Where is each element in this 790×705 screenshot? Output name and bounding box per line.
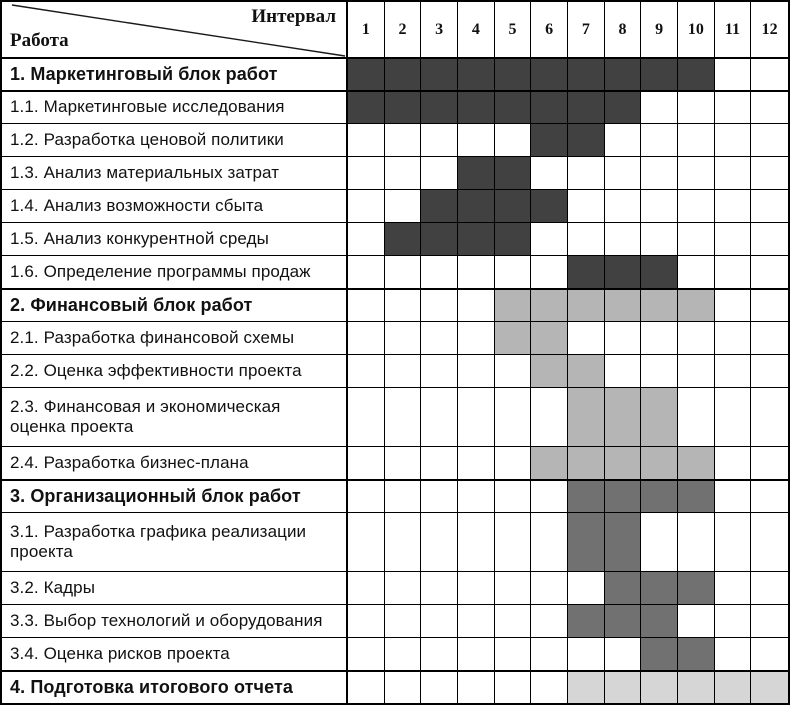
gantt-cell [605, 256, 642, 288]
gantt-cell [641, 190, 678, 222]
gantt-cell [678, 447, 715, 479]
row-label: 2.2. Оценка эффективности проекта [2, 355, 348, 387]
gantt-cell [348, 605, 385, 637]
row-label: 1.3. Анализ материальных затрат [2, 157, 348, 189]
gantt-cell [421, 124, 458, 156]
gantt-cell [715, 513, 752, 571]
gantt-cell [531, 223, 568, 255]
gantt-cell [751, 388, 788, 446]
table-row [2, 571, 788, 604]
work-axis-label: Работа [10, 30, 69, 51]
gantt-cell [421, 322, 458, 354]
gantt-cell [751, 223, 788, 255]
gantt-cell [605, 513, 642, 571]
gantt-cell [715, 388, 752, 446]
gantt-cell [495, 59, 532, 90]
gantt-cell [421, 59, 458, 90]
gantt-cell [421, 92, 458, 123]
gantt-cell [385, 447, 422, 479]
gantt-cell [495, 190, 532, 222]
row-label: 3. Организационный блок работ [2, 481, 348, 512]
gantt-cell [348, 355, 385, 387]
gantt-cell [531, 124, 568, 156]
gantt-cell [348, 447, 385, 479]
gantt-cell [385, 388, 422, 446]
gantt-cell [458, 355, 495, 387]
gantt-cell [458, 447, 495, 479]
gantt-cell [715, 447, 752, 479]
gantt-cell [458, 124, 495, 156]
row-label: 3.2. Кадры [2, 572, 348, 604]
gantt-cell [385, 124, 422, 156]
gantt-cell [568, 322, 605, 354]
gantt-cell [385, 513, 422, 571]
gantt-cell [568, 605, 605, 637]
row-label: 4. Подготовка итогового отчета [2, 672, 348, 703]
table-row [2, 446, 788, 479]
row-label: 1.2. Разработка ценовой политики [2, 124, 348, 156]
gantt-cell [495, 157, 532, 189]
gantt-cell [751, 256, 788, 288]
gantt-cell [641, 605, 678, 637]
gantt-cell [751, 638, 788, 670]
interval-header-10: 10 [678, 2, 715, 57]
gantt-cell [715, 672, 752, 703]
gantt-cell [605, 672, 642, 703]
gantt-cell [531, 672, 568, 703]
gantt-cell [568, 481, 605, 512]
gantt-cell [385, 322, 422, 354]
header-row [2, 2, 788, 57]
gantt-cell [751, 92, 788, 123]
gantt-cell [568, 638, 605, 670]
gantt-cell [568, 59, 605, 90]
gantt-cell [641, 256, 678, 288]
gantt-cell [531, 638, 568, 670]
gantt-cell [421, 572, 458, 604]
gantt-cell [605, 481, 642, 512]
gantt-cell [495, 256, 532, 288]
gantt-cell [568, 355, 605, 387]
interval-header-7: 7 [568, 2, 605, 57]
row-label: 2.1. Разработка финансовой схемы [2, 322, 348, 354]
gantt-cell [678, 513, 715, 571]
gantt-cell [751, 190, 788, 222]
gantt-cell [715, 124, 752, 156]
gantt-cell [348, 388, 385, 446]
gantt-cell [751, 447, 788, 479]
interval-header-9: 9 [641, 2, 678, 57]
gantt-cell [421, 223, 458, 255]
gantt-cell [568, 513, 605, 571]
gantt-cell [641, 513, 678, 571]
gantt-cell [385, 481, 422, 512]
gantt-cell [458, 513, 495, 571]
gantt-cell [605, 92, 642, 123]
interval-header-4: 4 [458, 2, 495, 57]
gantt-cell [495, 92, 532, 123]
row-label: 3.3. Выбор технологий и оборудования [2, 605, 348, 637]
gantt-cell [495, 513, 532, 571]
gantt-cell [385, 290, 422, 321]
table-row [2, 189, 788, 222]
gantt-cell [641, 92, 678, 123]
gantt-cell [678, 388, 715, 446]
row-label: 1.1. Маркетинговые исследования [2, 92, 348, 123]
gantt-cell [385, 190, 422, 222]
gantt-cell [605, 605, 642, 637]
gantt-cell [495, 605, 532, 637]
table-row [2, 512, 788, 571]
gantt-cell [421, 388, 458, 446]
gantt-cell [751, 59, 788, 90]
row-label: 1. Маркетинговый блок работ [2, 59, 348, 90]
gantt-cell [751, 322, 788, 354]
gantt-cell [458, 481, 495, 512]
gantt-cell [458, 672, 495, 703]
table-row [2, 288, 788, 321]
gantt-cell [531, 92, 568, 123]
gantt-cell [531, 513, 568, 571]
gantt-cell [641, 322, 678, 354]
gantt-cell [568, 92, 605, 123]
gantt-cell [348, 190, 385, 222]
gantt-cell [715, 355, 752, 387]
gantt-cell [568, 572, 605, 604]
gantt-cell [751, 355, 788, 387]
gantt-cell [458, 322, 495, 354]
gantt-cell [495, 481, 532, 512]
gantt-cell [531, 59, 568, 90]
gantt-cell [678, 355, 715, 387]
gantt-cell [458, 92, 495, 123]
gantt-cell [348, 92, 385, 123]
gantt-cell [751, 481, 788, 512]
gantt-cell [715, 638, 752, 670]
gantt-cell [348, 223, 385, 255]
gantt-cell [568, 190, 605, 222]
gantt-cell [348, 124, 385, 156]
gantt-cell [495, 672, 532, 703]
gantt-cell [678, 190, 715, 222]
table-row [2, 604, 788, 637]
gantt-cell [678, 481, 715, 512]
table-row [2, 479, 788, 512]
gantt-cell [495, 223, 532, 255]
gantt-cell [531, 572, 568, 604]
gantt-cell [421, 481, 458, 512]
gantt-cell [531, 190, 568, 222]
table-row [2, 123, 788, 156]
gantt-cell [385, 572, 422, 604]
gantt-cell [385, 355, 422, 387]
table-row [2, 90, 788, 123]
gantt-cell [568, 223, 605, 255]
table-row [2, 222, 788, 255]
interval-header-1: 1 [348, 2, 385, 57]
gantt-cell [421, 256, 458, 288]
gantt-cell [421, 157, 458, 189]
gantt-cell [751, 157, 788, 189]
row-label: 3.1. Разработка графика реализации проекта [2, 513, 348, 571]
gantt-cell [531, 388, 568, 446]
gantt-cell [568, 157, 605, 189]
interval-header-2: 2 [385, 2, 422, 57]
gantt-cell [458, 572, 495, 604]
interval-header-8: 8 [605, 2, 642, 57]
gantt-cell [458, 190, 495, 222]
gantt-cell [531, 605, 568, 637]
gantt-cell [751, 572, 788, 604]
gantt-cell [458, 290, 495, 321]
gantt-cell [641, 572, 678, 604]
gantt-cell [641, 157, 678, 189]
gantt-cell [678, 124, 715, 156]
gantt-cell [348, 481, 385, 512]
gantt-cell [678, 157, 715, 189]
table-row [2, 354, 788, 387]
gantt-cell [678, 572, 715, 604]
gantt-cell [641, 290, 678, 321]
interval-header-3: 3 [421, 2, 458, 57]
table-row [2, 57, 788, 90]
gantt-cell [348, 513, 385, 571]
gantt-cell [348, 157, 385, 189]
header-corner-cell [2, 2, 348, 57]
gantt-cell [348, 59, 385, 90]
gantt-cell [715, 157, 752, 189]
gantt-cell [385, 638, 422, 670]
gantt-cell [715, 223, 752, 255]
interval-axis-label: Интервал [251, 6, 336, 27]
gantt-cell [641, 638, 678, 670]
gantt-cell [715, 322, 752, 354]
gantt-cell [568, 672, 605, 703]
gantt-cell [495, 638, 532, 670]
gantt-cell [605, 157, 642, 189]
table-row [2, 321, 788, 354]
gantt-cell [641, 388, 678, 446]
gantt-cell [715, 92, 752, 123]
row-label: 1.4. Анализ возможности сбыта [2, 190, 348, 222]
gantt-cell [605, 447, 642, 479]
interval-header-6: 6 [531, 2, 568, 57]
gantt-cell [605, 572, 642, 604]
gantt-cell [458, 157, 495, 189]
gantt-cell [421, 513, 458, 571]
gantt-cell [605, 355, 642, 387]
gantt-cell [348, 638, 385, 670]
gantt-cell [605, 223, 642, 255]
gantt-cell [568, 124, 605, 156]
gantt-cell [531, 481, 568, 512]
gantt-cell [678, 672, 715, 703]
gantt-cell [605, 322, 642, 354]
gantt-cell [641, 59, 678, 90]
gantt-cell [458, 256, 495, 288]
gantt-cell [641, 124, 678, 156]
row-label: 2.4. Разработка бизнес-плана [2, 447, 348, 479]
gantt-cell [421, 672, 458, 703]
gantt-cell [385, 256, 422, 288]
gantt-cell [385, 59, 422, 90]
gantt-cell [605, 190, 642, 222]
gantt-cell [421, 190, 458, 222]
table-row [2, 255, 788, 288]
gantt-cell [495, 322, 532, 354]
gantt-cell [751, 605, 788, 637]
gantt-cell [678, 92, 715, 123]
gantt-cell [495, 124, 532, 156]
gantt-cell [641, 481, 678, 512]
gantt-cell [531, 355, 568, 387]
gantt-cell [751, 290, 788, 321]
row-label: 2. Финансовый блок работ [2, 290, 348, 321]
gantt-cell [385, 157, 422, 189]
gantt-cell [678, 605, 715, 637]
gantt-cell [531, 290, 568, 321]
gantt-cell [678, 256, 715, 288]
row-label: 1.6. Определение программы продаж [2, 256, 348, 288]
gantt-cell [348, 322, 385, 354]
gantt-cell [568, 447, 605, 479]
interval-header-11: 11 [715, 2, 752, 57]
gantt-cell [458, 223, 495, 255]
gantt-cell [641, 447, 678, 479]
gantt-cell [641, 672, 678, 703]
gantt-cell [458, 388, 495, 446]
gantt-cell [715, 190, 752, 222]
gantt-cell [458, 59, 495, 90]
gantt-cell [421, 447, 458, 479]
gantt-cell [568, 256, 605, 288]
gantt-cell [348, 290, 385, 321]
gantt-cell [678, 290, 715, 321]
gantt-cell [605, 59, 642, 90]
row-label: 1.5. Анализ конкурентной среды [2, 223, 348, 255]
table-row [2, 156, 788, 189]
gantt-cell [715, 481, 752, 512]
gantt-cell [421, 355, 458, 387]
gantt-cell [531, 157, 568, 189]
gantt-cell [568, 290, 605, 321]
gantt-cell [568, 388, 605, 446]
gantt-cell [678, 322, 715, 354]
gantt-cell [605, 124, 642, 156]
gantt-cell [751, 513, 788, 571]
gantt-cell [531, 256, 568, 288]
interval-header-5: 5 [495, 2, 532, 57]
gantt-cell [715, 290, 752, 321]
interval-header-12: 12 [761, 20, 778, 38]
gantt-cell [495, 572, 532, 604]
gantt-cell [421, 290, 458, 321]
gantt-cell [495, 290, 532, 321]
gantt-cell [751, 672, 788, 703]
gantt-cell [715, 59, 752, 90]
gantt-cell [495, 447, 532, 479]
gantt-cell [678, 223, 715, 255]
gantt-cell [531, 322, 568, 354]
gantt-cell [605, 638, 642, 670]
gantt-cell [421, 638, 458, 670]
table-row [2, 387, 788, 446]
gantt-cell [605, 388, 642, 446]
gantt-cell [605, 290, 642, 321]
gantt-cell [348, 256, 385, 288]
gantt-cell [751, 124, 788, 156]
gantt-cell [458, 605, 495, 637]
gantt-cell [385, 672, 422, 703]
gantt-cell [458, 638, 495, 670]
row-label: 3.4. Оценка рисков проекта [2, 638, 348, 670]
gantt-cell [641, 355, 678, 387]
gantt-cell [385, 92, 422, 123]
gantt-cell [715, 572, 752, 604]
gantt-cell [421, 605, 458, 637]
gantt-cell [678, 59, 715, 90]
gantt-cell [678, 638, 715, 670]
gantt-cell [641, 223, 678, 255]
gantt-cell [715, 256, 752, 288]
gantt-cell [385, 605, 422, 637]
table-row [2, 637, 788, 670]
gantt-cell [715, 605, 752, 637]
gantt-cell [348, 672, 385, 703]
gantt-cell [385, 223, 422, 255]
row-label: 2.3. Финансовая и экономическая оценка проекта [2, 388, 348, 446]
gantt-cell [495, 355, 532, 387]
table-row [2, 670, 788, 703]
gantt-cell [495, 388, 532, 446]
gantt-cell [348, 572, 385, 604]
gantt-cell [531, 447, 568, 479]
